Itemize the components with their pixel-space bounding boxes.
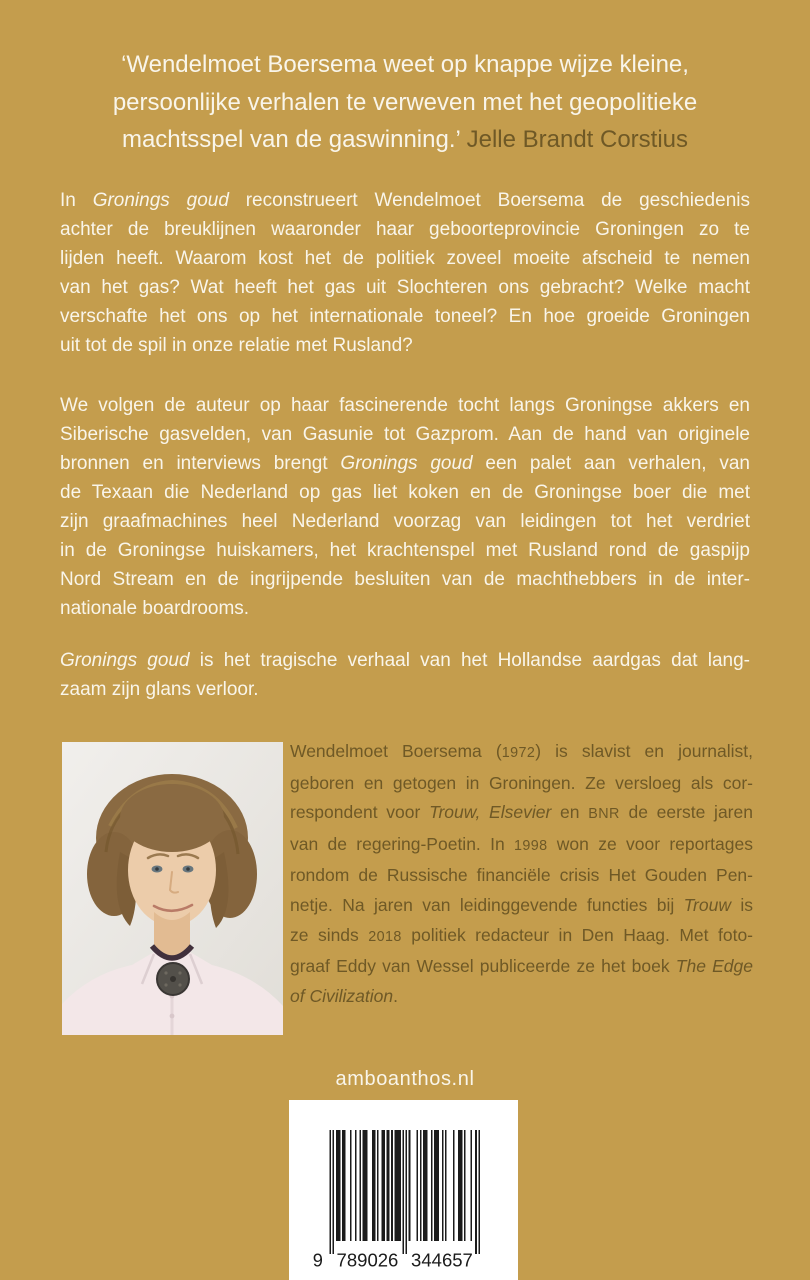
author-photo <box>62 742 283 1035</box>
text-line: ‘Wendelmoet Boersema weet op knappe wijze kleine, <box>121 51 689 78</box>
barcode-panel <box>289 1100 518 1280</box>
text-line: lijden heeft. Waarom kost het de politiek zoveel moeite afscheid te nemen <box>60 248 750 269</box>
text-line: machtsspel van de gaswinning.’ Jelle Brandt Corstius <box>121 126 689 153</box>
synopsis-paragraph-1 <box>60 186 750 360</box>
text-line: van het gas? Wat heeft het gas uit Slochteren ons gebracht? Welke macht <box>60 277 750 298</box>
text-line: Nord Stream en de ingrijpende besluiten van de machthebbers in de inter- <box>60 569 750 590</box>
synopsis-paragraph-2 <box>60 391 750 623</box>
text-line: Wendelmoet Boersema (1972) is slavist en journalist, <box>290 741 753 761</box>
text-line: in de Groningse huiskamers, het krachtenspel met Rusland rond de gaspijp <box>60 540 750 561</box>
text-line: zijn graafmachines heel Nederland voorzag van leidingen tot het verdriet <box>60 511 750 532</box>
text-line: van de regering-Poetin. In 1998 won ze voor reportages <box>290 833 753 854</box>
text-line: In Gronings goud reconstrueert Wendelmoet Boersema de geschiedenis <box>60 190 750 211</box>
author-portrait-illustration <box>62 742 283 1035</box>
text-line: zaam zijn glans verloor. <box>60 679 259 700</box>
text-line: de Texaan die Nederland op gas liet koken en de Groningse boer die met <box>60 482 750 503</box>
text-line: Siberische gasvelden, van Gasunie tot Gazprom. Aan de hand van originele <box>60 424 750 445</box>
ean-barcode <box>312 1130 480 1276</box>
text-line: persoonlijke verhalen te verweven met het geopolitieke <box>112 88 698 116</box>
text-line: geboren en getogen in Groningen. Ze versloeg als cor- <box>290 772 753 793</box>
isbn-digit-group-right: 344657 <box>411 1249 473 1271</box>
synopsis-paragraph-3 <box>60 646 750 704</box>
text-line: Gronings goud is het tragische verhaal van het Hollandse aardgas dat lang- <box>60 650 750 671</box>
isbn-digit-group-prefix: 9 <box>312 1249 323 1271</box>
text-line: uit tot de spil in onze relatie met Rusland? <box>60 335 413 356</box>
text-line: ze sinds 2018 politiek redacteur in Den Haag. Met foto- <box>290 924 753 945</box>
text-line: We volgen de auteur op haar fascinerende tocht langs Groningse akkers en <box>60 395 750 416</box>
isbn-digit-group-left: 789026 <box>336 1249 399 1271</box>
text-line: graaf Eddy van Wessel publiceerde ze het boek The Edge <box>290 956 753 977</box>
text-line: nationale boardrooms. <box>60 598 250 619</box>
text-line: achter de breuklijnen waaronder haar geboorteprovincie Groningen zo te <box>60 219 750 240</box>
publisher-website: amboanthos.nl <box>335 1068 475 1090</box>
barcode-bars <box>329 1130 480 1254</box>
review-quote <box>55 46 755 159</box>
text-line: rondom de Russische financiële crisis Het Gouden Pen- <box>290 865 753 886</box>
text-line: verschafte het ons op het internationale toneel? En hoe groeide Groningen <box>60 306 750 327</box>
author-bio <box>290 737 753 1011</box>
text-line: of Civilization. <box>290 985 398 1006</box>
text-line: netje. Na jaren van leidinggevende functies bij Trouw is <box>290 894 754 915</box>
text-line: bronnen en interviews brengt Gronings goud een palet aan verhalen, van <box>60 453 750 474</box>
text-line: respondent voor Trouw, Elsevier en BNR de eerste jaren <box>290 802 753 823</box>
